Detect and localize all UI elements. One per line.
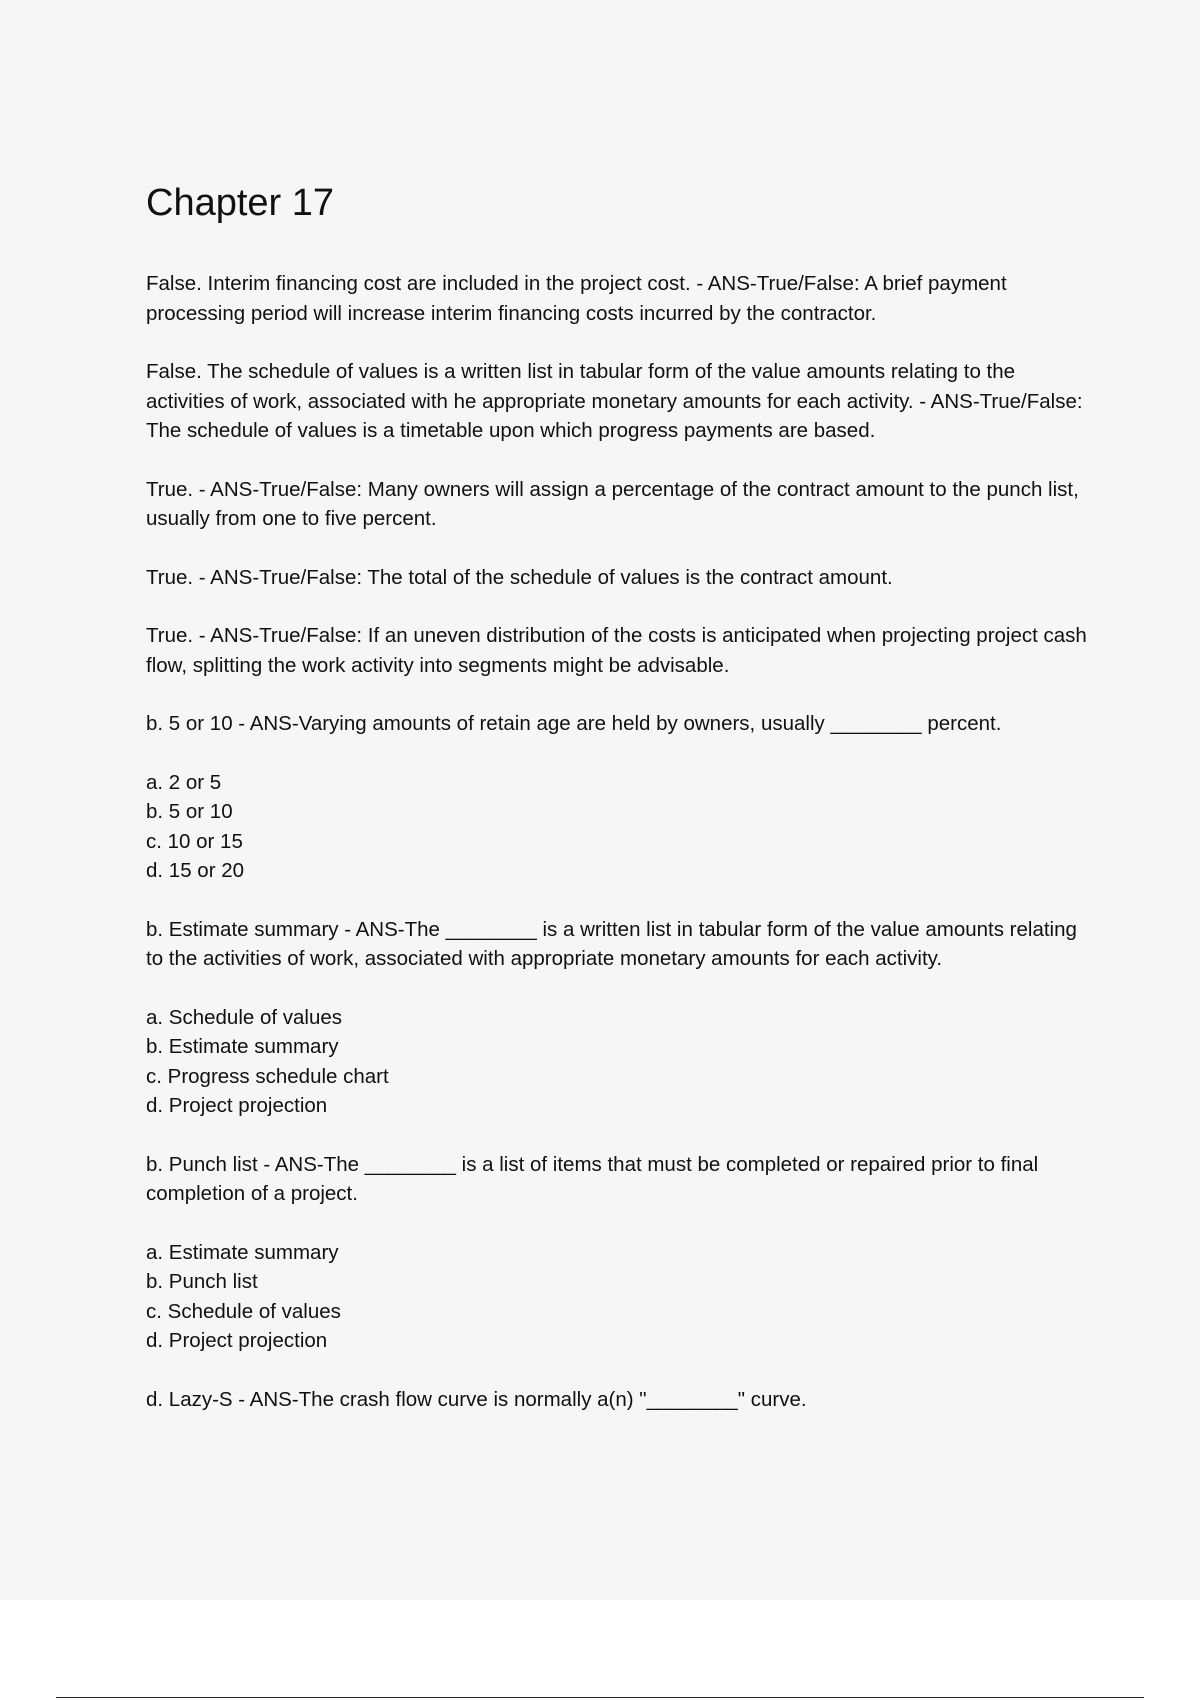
qa-item-1: False. Interim financing cost are included in the project cost. - ANS-True/False: A brief payment processing period will increase interim financing costs incurred by the contractor. (146, 272, 1007, 325)
qa-item-7: b. Estimate summary - ANS-The ________ is a written list in tabular form of the value amounts relating to the activities of work, associated with appropriate monetary amounts for each activity. (146, 917, 1077, 970)
answer-options-2 (146, 1003, 1096, 1121)
option-item: d. Project projection (146, 1094, 328, 1117)
qa-item-4: True. - ANS-True/False: The total of the schedule of values is the contract amount. (146, 565, 893, 589)
option-item: a. 2 or 5 (146, 770, 222, 794)
qa-item-6: b. 5 or 10 - ANS-Varying amounts of retain age are held by owners, usually ________ percent. (146, 712, 1002, 735)
answer-options-1 (146, 768, 1096, 886)
option-item: d. 15 or 20 (146, 859, 245, 882)
qa-item-2: False. The schedule of values is a written list in tabular form of the value amounts relating to the activities of work, associated with he appropriate monetary amounts for each activity. - ANS-True/False: The schedule of values is a timetable upon which progress payments are based. (146, 360, 1083, 442)
page-title: Chapter 17 (146, 182, 335, 224)
qa-item-8: b. Punch list - ANS-The ________ is a list of items that must be completed or repaired prior to final completion of a project. (146, 1152, 1039, 1205)
qa-item-3: True. - ANS-True/False: Many owners will assign a percentage of the contract amount to the punch list, usually from one to five percent. (146, 477, 1079, 530)
document-content (146, 182, 1096, 1443)
option-item: c. Progress schedule chart (146, 1064, 389, 1088)
option-item: c. 10 or 15 (146, 829, 243, 853)
qa-item-5: True. - ANS-True/False: If an uneven distribution of the costs is anticipated when projecting project cash flow, splitting the work activity into segments might be advisable. (146, 624, 1087, 677)
option-item: c. Schedule of values (146, 1299, 341, 1323)
option-item: a. Estimate summary (146, 1240, 339, 1264)
option-item: b. Estimate summary (146, 1035, 339, 1058)
answer-options-3 (146, 1238, 1096, 1356)
option-item: a. Schedule of values (146, 1005, 343, 1029)
qa-item-9: d. Lazy-S - ANS-The crash flow curve is normally a(n) "________" curve. (146, 1387, 807, 1411)
option-item: b. 5 or 10 (146, 800, 233, 823)
option-item: b. Punch list (146, 1270, 258, 1293)
footer-divider (56, 1697, 1144, 1698)
option-item: d. Project projection (146, 1329, 328, 1352)
